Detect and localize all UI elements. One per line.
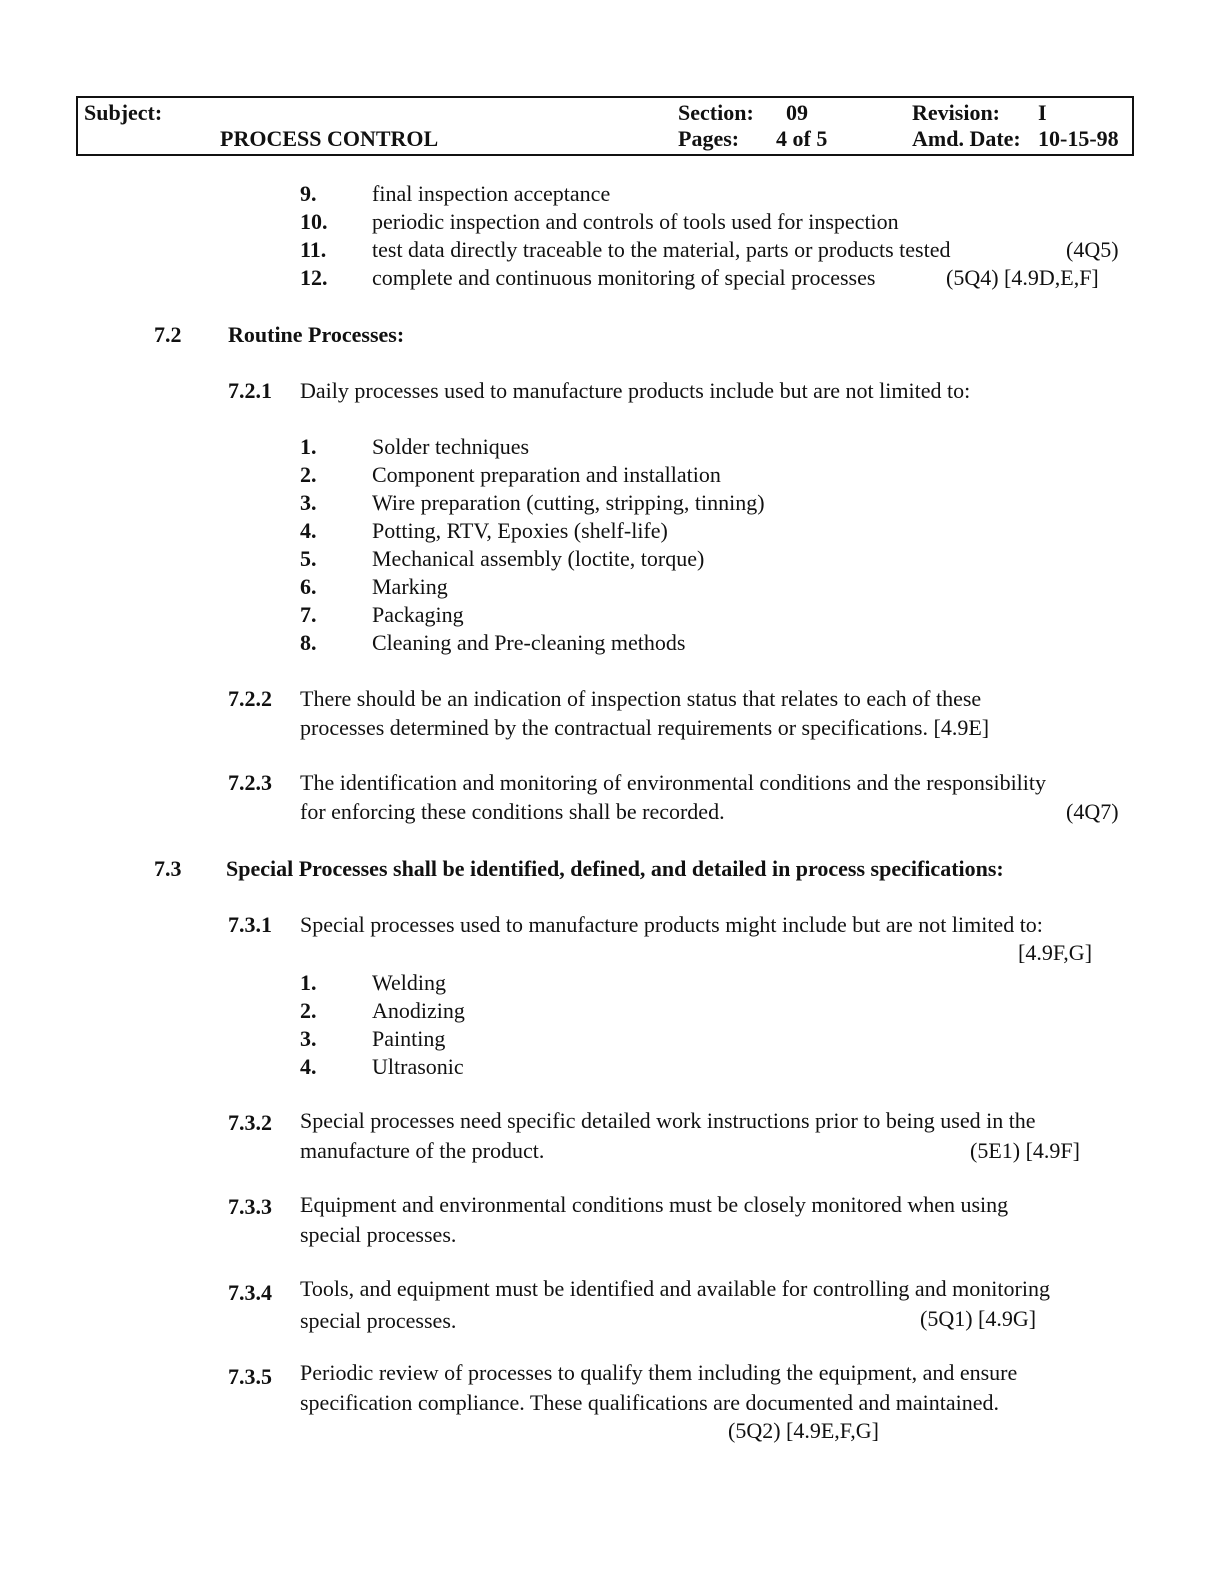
list-item-text: Component preparation and installation [372, 462, 721, 487]
paragraph-text: specification compliance. These qualifications are documented and maintained. [300, 1390, 1000, 1415]
paragraph-number: 7.3.1 [228, 912, 272, 937]
list-item-text: Painting [372, 1026, 446, 1051]
paragraph-text: manufacture of the product. [300, 1138, 545, 1163]
paragraph-number: 7.3.3 [228, 1194, 272, 1219]
revision-value: I [1038, 100, 1047, 125]
pages-value: 4 of 5 [776, 126, 828, 151]
paragraph-text: processes determined by the contractual requirements or specifications. [4.9E] [300, 715, 990, 740]
list-item-number: 8. [300, 630, 317, 655]
paragraph-text: Equipment and environmental conditions must be closely monitored when using [300, 1192, 1009, 1217]
list-item-text: test data directly traceable to the material, parts or products tested [372, 237, 951, 262]
list-item-number: 1. [300, 434, 317, 459]
list-item-number: 10. [300, 209, 328, 234]
list-item-text: Mechanical assembly (loctite, torque) [372, 546, 705, 571]
paragraph-text: There should be an indication of inspection status that relates to each of these [300, 686, 982, 711]
section-value: 09 [786, 100, 808, 125]
list-item-number: 4. [300, 1054, 317, 1079]
list-item-text: final inspection acceptance [372, 181, 611, 206]
pages-label: Pages: [678, 126, 740, 151]
list-item-number: 7. [300, 602, 317, 627]
list-item-number: 2. [300, 462, 317, 487]
paragraph-text: Periodic review of processes to qualify them including the equipment, and ensure [300, 1360, 1018, 1385]
list-item-text: Solder techniques [372, 434, 530, 459]
paragraph-reference: [4.9F,G] [1018, 940, 1093, 965]
subject-label: Subject: [84, 100, 163, 125]
paragraph-number: 7.3.4 [228, 1280, 272, 1305]
revision-label: Revision: [912, 100, 1000, 125]
paragraph-text: Tools, and equipment must be identified and available for controlling and monitoring [300, 1276, 1050, 1301]
list-item-text: periodic inspection and controls of tools used for inspection [372, 209, 899, 234]
section-number: 7.2 [154, 322, 182, 347]
subject-title: PROCESS CONTROL [220, 126, 439, 151]
section-heading: Special Processes shall be identified, defined, and detailed in process specifications: [226, 856, 1004, 881]
paragraph-number: 7.3.2 [228, 1110, 272, 1135]
document-header [76, 96, 1134, 156]
list-item-number: 2. [300, 998, 317, 1023]
paragraph-text: Daily processes used to manufacture products include but are not limited to: [300, 378, 971, 403]
list-item-number: 12. [300, 265, 328, 290]
list-item-number: 3. [300, 490, 317, 515]
list-item-number: 6. [300, 574, 317, 599]
list-item-number: 11. [300, 237, 327, 262]
paragraph-text: for enforcing these conditions shall be recorded. [300, 799, 725, 824]
paragraph-text: special processes. [300, 1222, 457, 1247]
paragraph-number: 7.2.1 [228, 378, 272, 403]
paragraph-number: 7.2.2 [228, 686, 272, 711]
list-item-text: complete and continuous monitoring of special processes [372, 265, 876, 290]
section-heading: Routine Processes: [228, 322, 405, 347]
list-item-number: 1. [300, 970, 317, 995]
paragraph-number: 7.2.3 [228, 770, 272, 795]
list-item-text: Wire preparation (cutting, stripping, tinning) [372, 490, 765, 515]
amd-date-value: 10-15-98 [1038, 126, 1119, 151]
list-item-number: 4. [300, 518, 317, 543]
paragraph-reference: (4Q7) [1066, 799, 1119, 824]
list-item-number: 5. [300, 546, 317, 571]
paragraph-reference: (5Q1) [4.9G] [920, 1306, 1037, 1331]
list-item-text: Welding [372, 970, 446, 995]
list-item-text: Marking [372, 574, 448, 599]
list-item-reference: (4Q5) [1066, 237, 1119, 262]
paragraph-text: special processes. [300, 1308, 457, 1333]
paragraph-text: Special processes used to manufacture products might include but are not limited to: [300, 912, 1043, 937]
list-item-reference: (5Q4) [4.9D,E,F] [946, 265, 1099, 290]
list-item-number: 3. [300, 1026, 317, 1051]
list-item-text: Cleaning and Pre-cleaning methods [372, 630, 686, 655]
paragraph-reference: (5Q2) [4.9E,F,G] [728, 1418, 879, 1443]
paragraph-reference: (5E1) [4.9F] [970, 1138, 1080, 1163]
section-number: 7.3 [154, 856, 182, 881]
paragraph-text: Special processes need specific detailed work instructions prior to being used in the [300, 1108, 1036, 1133]
paragraph-text: The identification and monitoring of environmental conditions and the responsibility [300, 770, 1047, 795]
list-item-text: Anodizing [372, 998, 465, 1023]
list-item-text: Packaging [372, 602, 464, 627]
list-item-text: Ultrasonic [372, 1054, 464, 1079]
list-item-text: Potting, RTV, Epoxies (shelf-life) [372, 518, 668, 543]
amd-date-label: Amd. Date: [912, 126, 1021, 151]
list-item-number: 9. [300, 181, 317, 206]
section-label: Section: [678, 100, 754, 125]
paragraph-number: 7.3.5 [228, 1364, 272, 1389]
